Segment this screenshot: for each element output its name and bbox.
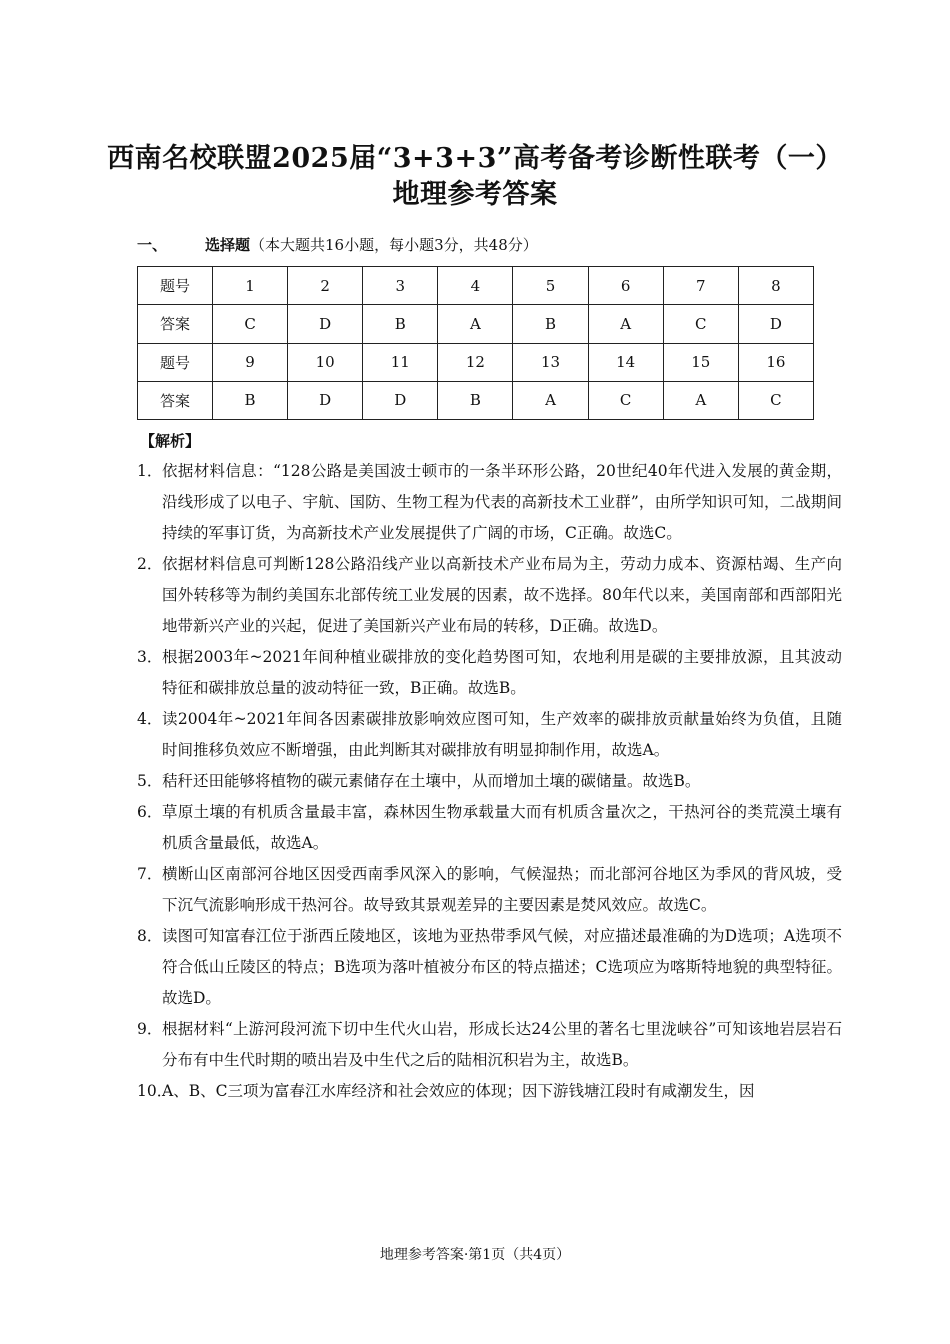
item-text: 横断山区南部河谷地区因受西南季风深入的影响，气候湿热；而北部河谷地区为季风的背风坡，受下沉气流影响形成干热河谷。故导致其景观差异的主要因素是焚风效应。故选C。 — [162, 865, 842, 914]
table-cell: 8 — [738, 267, 813, 305]
row-label: 答案 — [138, 305, 213, 343]
item-text: A、B、C三项为富春江水库经济和社会效应的体现；因下游钱塘江段时有咸潮发生，因 — [162, 1082, 755, 1100]
explanation-list — [0, 456, 950, 1107]
explanation-item — [137, 766, 842, 797]
table-cell: 7 — [663, 267, 738, 305]
table-cell: 6 — [588, 267, 663, 305]
explanation-item — [137, 642, 842, 704]
item-number: 2． — [137, 555, 163, 573]
explanation-item — [137, 549, 842, 642]
document-title: 西南名校联盟2025届“3+3+3”高考备考诊断性联考（一） — [107, 143, 843, 174]
document-subtitle: 地理参考答案 — [392, 179, 558, 210]
table-cell: A — [588, 305, 663, 343]
table-cell: 16 — [738, 343, 813, 381]
table-row — [138, 381, 814, 419]
item-number: 7． — [137, 865, 163, 883]
table-cell: 11 — [363, 343, 438, 381]
table-cell: 4 — [438, 267, 513, 305]
table-cell: 15 — [663, 343, 738, 381]
table-cell: B — [363, 305, 438, 343]
explanation-item — [137, 1014, 842, 1076]
table-cell: C — [738, 381, 813, 419]
section-heading — [137, 234, 538, 255]
item-number: 1． — [137, 462, 163, 480]
item-number: 3． — [137, 648, 163, 666]
answer-table — [137, 266, 814, 420]
explanation-item — [137, 859, 842, 921]
table-row — [138, 343, 814, 381]
explanation-item — [137, 704, 842, 766]
table-cell: A — [438, 305, 513, 343]
table-cell: B — [438, 381, 513, 419]
explanation-item — [137, 921, 842, 1014]
table-cell: D — [738, 305, 813, 343]
table-cell: D — [363, 381, 438, 419]
item-number: 10． — [137, 1082, 173, 1100]
item-text: 根据2003年~2021年间种植业碳排放的变化趋势图可知，农地利用是碳的主要排放源，且其波动特征和碳排放总量的波动特征一致，B正确。故选B。 — [162, 648, 842, 697]
table-cell: 2 — [288, 267, 363, 305]
item-text: 秸秆还田能够将植物的碳元素储存在土壤中，从而增加土壤的碳储量。故选B。 — [162, 772, 701, 790]
item-number: 9． — [137, 1020, 163, 1038]
item-number: 6． — [137, 803, 163, 821]
table-cell: 1 — [213, 267, 288, 305]
analysis-heading: 【解析】 — [140, 432, 201, 450]
table-cell: 13 — [513, 343, 588, 381]
table-cell: 5 — [513, 267, 588, 305]
table-cell: A — [513, 381, 588, 419]
table-cell: 3 — [363, 267, 438, 305]
item-text: 草原土壤的有机质含量最丰富，森林因生物承载量大而有机质含量次之，干热河谷的类荒漠土壤有机质含量最低，故选A。 — [162, 803, 842, 852]
item-number: 4． — [137, 710, 163, 728]
item-text: 根据材料“上游河段河流下切中生代火山岩，形成长达24公里的著名七里泷峡谷”可知该地岩层岩石分布有中生代时期的喷出岩及中生代之后的陆相沉积岩为主，故选B。 — [162, 1020, 842, 1069]
table-cell: 9 — [213, 343, 288, 381]
item-text: 依据材料信息可判断128公路沿线产业以高新技术产业布局为主，劳动力成本、资源枯竭、生产向国外转移等为制约美国东北部传统工业发展的因素，故不选择。80年代以来，美国南部和西部阳光地带新兴产业的兴起，促进了美国新兴产业布局的转移，D正确。故选D。 — [162, 555, 842, 635]
table-cell: B — [513, 305, 588, 343]
table-row — [138, 305, 814, 343]
section-note: （本大题共16小题，每小题3分，共48分） — [250, 236, 538, 254]
row-label: 题号 — [138, 267, 213, 305]
table-cell: D — [288, 381, 363, 419]
item-number: 8． — [137, 927, 163, 945]
explanation-item — [137, 797, 842, 859]
row-label: 答案 — [138, 381, 213, 419]
table-cell: 10 — [288, 343, 363, 381]
explanation-item — [137, 1076, 842, 1107]
section-number: 一、 — [137, 236, 168, 254]
table-row — [138, 267, 814, 305]
table-cell: D — [288, 305, 363, 343]
table-cell: 12 — [438, 343, 513, 381]
item-text: 读图可知富春江位于浙西丘陵地区，该地为亚热带季风气候，对应描述最准确的为D选项；A选项不符合低山丘陵区的特点；B选项为落叶植被分布区的特点描述；C选项应为喀斯特地貌的典型特征。故选D。 — [162, 927, 842, 1007]
table-cell: B — [213, 381, 288, 419]
table-cell: C — [663, 305, 738, 343]
item-text: 依据材料信息：“128公路是美国波士顿市的一条半环形公路，20世纪40年代进入发展的黄金期，沿线形成了以电子、宇航、国防、生物工程为代表的高新技术工业群”，由所学知识可知，二战期间持续的军事订货，为高新技术产业发展提供了广阔的市场，C正确。故选C。 — [162, 462, 842, 542]
table-cell: A — [663, 381, 738, 419]
item-number: 5． — [137, 772, 163, 790]
section-name: 选择题 — [205, 236, 251, 254]
table-cell: 14 — [588, 343, 663, 381]
table-cell: C — [213, 305, 288, 343]
row-label: 题号 — [138, 343, 213, 381]
explanation-item — [137, 456, 842, 549]
page-footer: 地理参考答案·第1页（共4页） — [379, 1247, 571, 1263]
table-cell: C — [588, 381, 663, 419]
item-text: 读2004年~2021年间各因素碳排放影响效应图可知，生产效率的碳排放贡献量始终为负值，且随时间推移负效应不断增强，由此判断其对碳排放有明显抑制作用，故选A。 — [162, 710, 842, 759]
